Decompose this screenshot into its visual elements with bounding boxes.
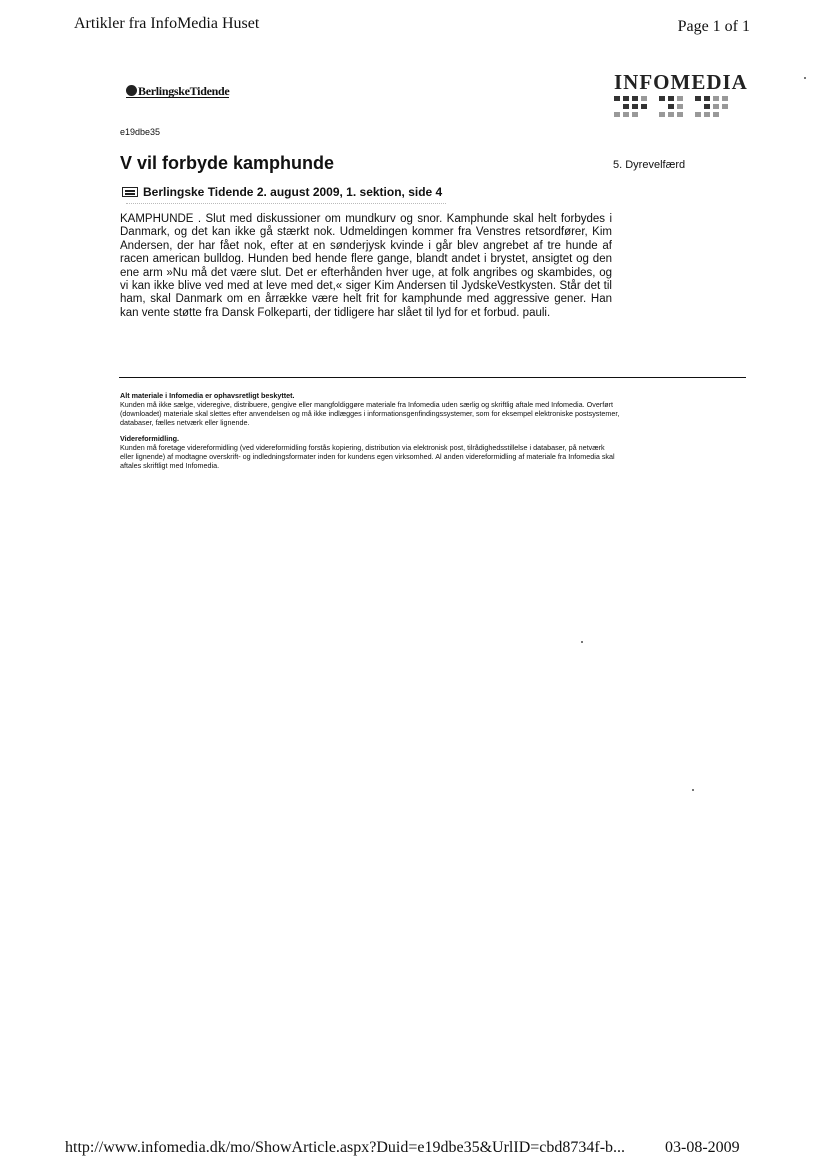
notice-text: Kunden må foretage videreformidling (ved videreformidling forstås kopiering, distribution via elektronisk post, tilrådighedsstillelse i databaser, på netværk eller lignende) af modtagne overskrift- og indledningsformater inden for kundens egen virksomhed. Al anden videreformidling af materiale fra Infomedia skal aftales skriftligt med Infomedia. [120,443,615,470]
article-category: 5. Dyrevelfærd [613,159,686,171]
article-source [122,185,442,199]
publication-logo-text: BerlingskeTidende [138,84,230,98]
infomedia-logo [614,72,746,117]
scan-speck [692,789,694,791]
article-source-text: Berlingske Tidende 2. august 2009, 1. sektion, side 4 [143,185,443,199]
divider [126,203,446,204]
print-header-title: Artikler fra InfoMedia Huset [74,15,260,32]
article-body: KAMPHUNDE . Slut med diskussioner om mundkurv og snor. Kamphunde skal helt forbydes i Danmark, og det kan ikke gå stærkt nok. Udmeldingen kommer fra Venstres retsordfører, Kim Andersen, der har fået nok, efter at en sønderjysk kvinde i går blev angrebet af tre hunde af racen american bulldog. Hunden bed hende flere gange, blandt andet i brystet, ansigtet og den ene arm »Nu må det være slut. Det er efterhånden hver uge, at folk angribes og skambides, og vi kan ikke blive ved med at leve med det,« siger Kim Andersen til JydskeVestkysten. Står det til ham, skal Danmark om en årrække være helt frit for kamphunde med aggressive gener. Han kan vente støtte fra Dansk Folkeparti, der tidligere har slået til lyd for et forbud. pauli. [120,213,612,319]
berlingske-logo [126,85,229,98]
print-header-page-number: Page 1 of 1 [677,18,750,35]
print-footer-url: http://www.infomedia.dk/mo/ShowArticle.aspx?Duid=e19dbe35&UrlID=cbd8734f-b... [65,1139,626,1156]
logo-dot-pattern [614,96,746,101]
article-title: V vil forbyde kamphunde [120,153,335,173]
seal-icon [126,85,137,96]
scan-speck [581,641,583,643]
notice-heading: Alt materiale i Infomedia er ophavsretligt beskyttet. [120,391,295,400]
infomedia-logo-text: INFOMEDIA [614,70,748,94]
print-footer-date: 03-08-2009 [665,1139,740,1156]
logo-dot-pattern [614,112,746,117]
scan-speck [804,77,806,79]
copyright-notice [120,391,620,470]
logo-dot-pattern [614,104,746,109]
article-id: e19dbe35 [120,127,161,137]
divider [119,377,746,378]
newspaper-icon [122,187,138,197]
notice-heading: Videreformidling. [120,434,179,443]
notice-text: Kunden må ikke sælge, videregive, distribuere, gengive eller mangfoldiggøre materiale fra Infomedia uden særlig og skriftlig aftale med Infomedia. Overført (downloadet) materiale skal slettes efter anvendelsen og må ikke indlægges i informationsgenfindingssystemer, som for eksempel elektroniske postsystemer, databaser, fælles netværk eller lignende. [120,400,620,427]
